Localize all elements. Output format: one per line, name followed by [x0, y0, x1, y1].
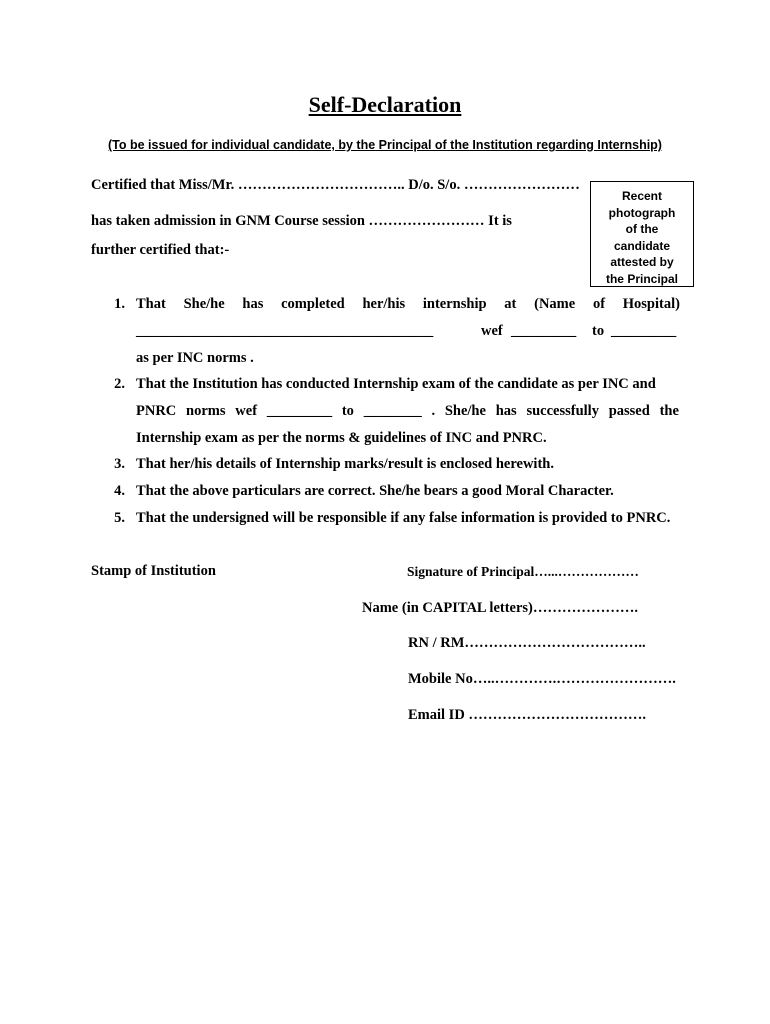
name-field: Name (in CAPITAL letters)………………….: [362, 600, 639, 616]
wef-date-blank: _________: [511, 323, 577, 339]
word: passed: [608, 403, 650, 419]
item-number: 2.: [114, 376, 125, 392]
intro-line-3: further certified that:-: [91, 242, 230, 258]
word: She/he: [183, 296, 225, 312]
word: internship: [422, 296, 487, 312]
intro-line-2: has taken admission in GNM Course session …………………… It is: [91, 213, 512, 229]
word: That: [136, 296, 166, 312]
wef-label: wef: [481, 323, 503, 339]
word: has: [242, 296, 264, 312]
item-4-text: That the above particulars are correct. She/he bears a good Moral Character.: [136, 483, 614, 499]
word: (Name: [534, 296, 576, 312]
word: at: [504, 296, 517, 312]
item-number: 4.: [114, 483, 125, 499]
email-field: Email ID ……………………………….: [408, 707, 647, 723]
word: She/he: [444, 403, 486, 419]
to-date-blank: _________: [611, 323, 677, 339]
item-5-text: That the undersigned will be responsible if any false information is provided to PNRC.: [136, 510, 671, 526]
photo-box-line: attested by: [610, 255, 674, 269]
word: PNRC: [136, 403, 177, 419]
signature-field: Signature of Principal…...………………: [407, 564, 639, 579]
word: successfully: [526, 403, 599, 419]
stamp-label: Stamp of Institution: [91, 563, 216, 579]
date-blank: ________: [363, 403, 422, 419]
word: completed: [281, 296, 345, 312]
word: her/his: [362, 296, 406, 312]
photo-box-line: Recent: [621, 189, 662, 203]
item-3-text: That her/his details of Internship marks/result is enclosed herewith.: [136, 456, 554, 472]
item-2-line-1: That the Institution has conducted Internship exam of the candidate as per INC and: [136, 376, 656, 392]
rn-rm-field: RN / RM………………………………..: [408, 635, 646, 651]
word: to: [341, 403, 354, 419]
photo-placeholder-box: [590, 181, 694, 287]
word: the: [659, 403, 679, 419]
word: of: [592, 296, 606, 312]
word: has: [495, 403, 517, 419]
date-blank: _________: [266, 403, 333, 419]
page-title: Self-Declaration: [308, 92, 462, 117]
intro-line-1: Certified that Miss/Mr. …………………………….. D/o. S/o. ……………………: [91, 177, 580, 193]
item-1-line-3: as per INC norms .: [136, 350, 254, 366]
item-2-line-3: Internship exam as per the norms & guidelines of INC and PNRC.: [136, 430, 547, 446]
photo-box-line: of the: [625, 222, 659, 236]
photo-box-line: the Principal: [605, 271, 679, 286]
photo-box-line: candidate: [613, 238, 670, 253]
item-number: 5.: [114, 510, 125, 526]
word: .: [431, 403, 436, 419]
item-number: 1.: [114, 296, 125, 312]
photo-box-line: photograph: [608, 205, 676, 220]
word: norms: [186, 403, 226, 419]
item-1-line-1: [136, 296, 680, 313]
to-label: to: [592, 323, 605, 339]
item-number: 3.: [114, 456, 125, 472]
word: Hospital): [622, 296, 680, 312]
page-subtitle: (To be issued for individual candidate, by the Principal of the Institution regarding Internship): [108, 138, 662, 152]
hospital-name-blank: _________________________________________: [136, 323, 434, 339]
item-2-line-2: [136, 403, 679, 420]
mobile-field: Mobile No…..………….…………………….: [408, 671, 676, 687]
word: wef: [235, 403, 258, 419]
